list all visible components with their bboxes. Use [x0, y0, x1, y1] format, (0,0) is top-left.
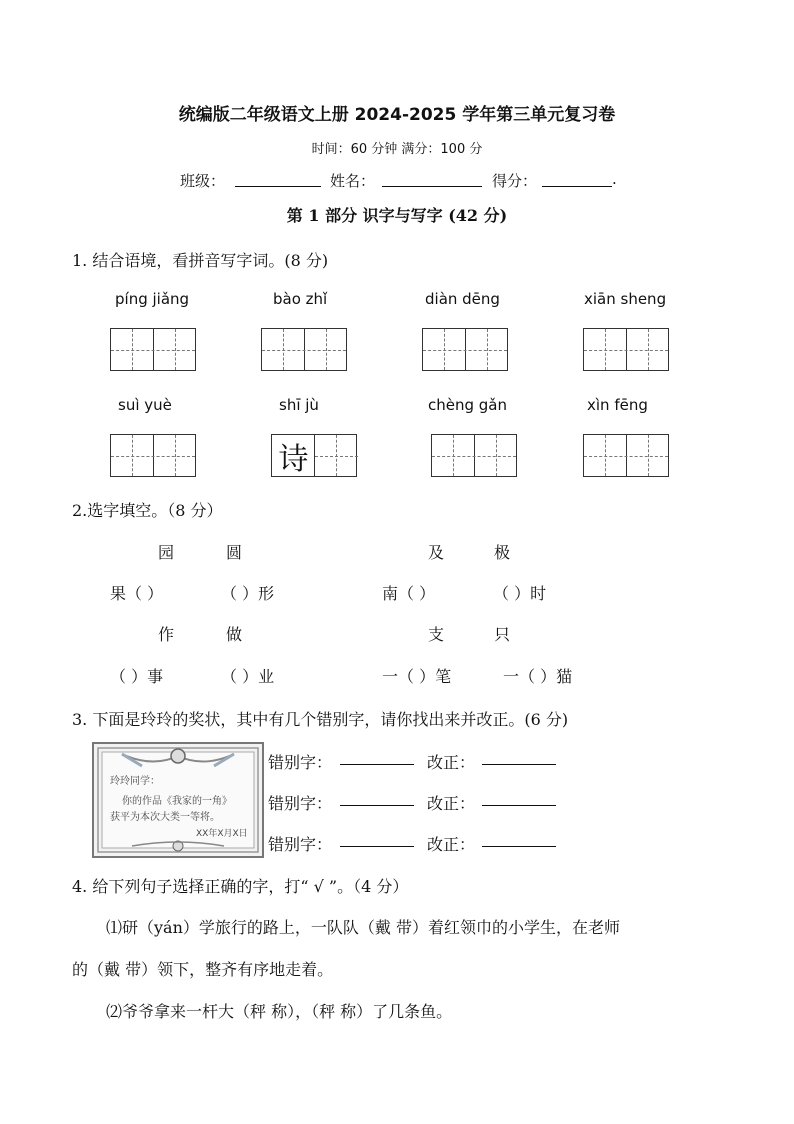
option-char: 只 [494, 625, 511, 644]
tianzi-grid-4[interactable] [583, 328, 669, 371]
wrong-char-label: 错别字： [268, 794, 333, 813]
end-mark: . [612, 170, 617, 188]
pinyin-4: xiān sheng [584, 290, 667, 308]
name-label: 姓名： [330, 172, 376, 190]
tianzi-grid-2[interactable] [261, 328, 347, 371]
cert-line1: 你的作品《我家的一角》 [122, 796, 232, 807]
prefilled-char: 诗 [272, 435, 315, 476]
wrong-char-blank[interactable] [340, 791, 414, 810]
wrong-char-blank[interactable] [340, 750, 414, 769]
fill-blank[interactable]: 一（ ）猫 [503, 667, 573, 686]
fix-blank[interactable] [482, 832, 556, 851]
fill-blank[interactable]: 果（ ） [110, 584, 164, 603]
q4-sentence1-line1: ⑴研（yán）学旅行的路上，一队队（戴 带）着红领巾的小学生，在老师 [106, 918, 620, 937]
wrong-char-label: 错别字： [268, 835, 333, 854]
time-and-full-score: 时间：60 分钟 满分：100 分 [311, 142, 483, 157]
score-blank[interactable] [542, 172, 612, 191]
option-char: 支 [428, 625, 445, 644]
pinyin-5: suì yuè [118, 396, 172, 414]
page-title: 统编版二年级语文上册 2024-2025 学年第三单元复习卷 [178, 105, 616, 125]
pinyin-8: xìn fēng [587, 396, 648, 414]
option-char: 园 [158, 543, 175, 562]
tianzi-grid-7[interactable] [431, 434, 517, 477]
pinyin-3: diàn dēng [425, 290, 500, 308]
wrong-char-blank[interactable] [340, 832, 414, 851]
option-char: 做 [226, 625, 243, 644]
pinyin-7: chèng gǎn [428, 396, 507, 414]
fill-blank[interactable]: 一（ ）笔 [382, 667, 452, 686]
option-char: 圆 [226, 543, 243, 562]
tianzi-grid-6[interactable] [271, 434, 357, 477]
option-char: 作 [158, 625, 175, 644]
q4-title: 4. 给下列句子选择正确的字，打“ √ ”。（4 分） [72, 877, 409, 896]
pinyin-2: bào zhǐ [273, 290, 328, 308]
cert-date: XX年X月X日 [196, 829, 248, 839]
class-blank[interactable] [235, 172, 321, 191]
tianzi-grid-1[interactable] [110, 328, 196, 371]
cert-greeting: 玲玲同学： [110, 776, 160, 787]
fix-label: 改正： [427, 753, 476, 772]
fix-blank[interactable] [482, 750, 556, 769]
fill-blank[interactable]: （ ）事 [110, 667, 164, 686]
class-label: 班级： [180, 172, 226, 190]
name-blank[interactable] [382, 172, 482, 191]
cert-line2: 获平为本次大类一等将。 [110, 812, 220, 823]
fill-blank[interactable]: （ ）业 [221, 667, 275, 686]
pinyin-1: píng jiǎng [115, 290, 190, 308]
wrong-char-label: 错别字： [268, 753, 333, 772]
tianzi-grid-3[interactable] [422, 328, 508, 371]
q1-title: 1. 结合语境，看拼音写字词。(8 分) [72, 251, 329, 270]
fill-blank[interactable]: 南（ ） [382, 584, 436, 603]
option-char: 及 [428, 543, 445, 562]
fill-blank[interactable]: （ ）形 [221, 584, 275, 603]
q3-title: 3. 下面是玲玲的奖状，其中有几个错别字，请你找出来并改正。(6 分) [72, 710, 569, 729]
pinyin-6: shī jù [279, 396, 319, 414]
q4-sentence1-line2: 的（戴 带）领下，整齐有序地走着。 [72, 960, 334, 979]
tianzi-grid-5[interactable] [110, 434, 196, 477]
certificate-image [92, 742, 264, 858]
fix-label: 改正： [427, 794, 476, 813]
fix-blank[interactable] [482, 791, 556, 810]
fix-label: 改正： [427, 835, 476, 854]
q2-title: 2.选字填空。（8 分） [72, 501, 223, 520]
tianzi-grid-8[interactable] [583, 434, 669, 477]
fill-blank[interactable]: （ ）时 [493, 584, 547, 603]
part1-title: 第 1 部分 识字与写字 (42 分) [286, 206, 508, 225]
score-label: 得分： [492, 172, 538, 190]
q4-sentence2: ⑵爷爷拿来一杆大（秤 称），（秤 称）了几条鱼。 [106, 1002, 453, 1021]
option-char: 极 [494, 543, 511, 562]
